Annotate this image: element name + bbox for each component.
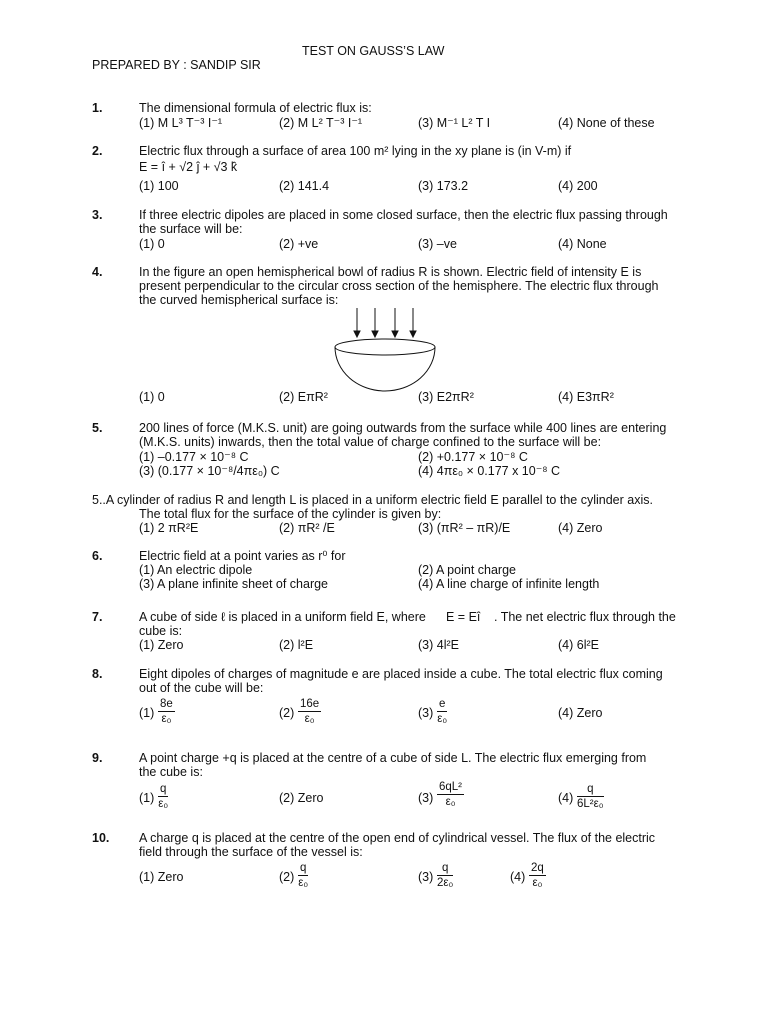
numerator: q [437,862,453,876]
question-number: 6. [92,549,103,563]
question-text: the curved hemispherical surface is: [139,293,339,307]
option-3: (3) A plane infinite sheet of charge [139,577,329,591]
option-2-label: (2) [279,870,295,884]
option-1: (1) 0 [139,390,165,404]
option-1: (1) M L³ T⁻³ I⁻¹ [139,116,223,130]
question-number: 7. [92,610,103,624]
question-text: 5..A cylinder of radius R and length L is placed in a uniform electric field E parallel to the cylinder axis. [92,493,653,507]
hemisphere-bowl-figure [330,305,440,395]
numerator: e [439,698,446,710]
question-text: Electric flux through a surface of area 100 m² lying in the xy plane is (in V-m) if [139,144,572,158]
option-3: (3) 173.2 [418,179,469,193]
question-number: 5. [92,421,103,435]
option-1-label: (1) [139,791,155,805]
option-4: (4) 200 [558,179,598,193]
numerator: 8e [160,698,173,710]
denominator: ε₀ [445,796,456,808]
question-number: 1. [92,101,103,115]
numerator: 2q [531,862,544,874]
option-1-fraction [158,698,175,725]
option-1: (1) 0 [139,237,165,251]
numerator: 6qL² [439,781,463,793]
denominator: 2ε₀ [437,877,454,889]
option-1: (1) An electric dipole [139,563,253,577]
denominator: ε₀ [158,798,169,810]
numerator: 16e [300,698,320,710]
option-4: (4) None [558,237,607,251]
option-2: (2) Zero [279,791,324,805]
option-3-fraction [437,781,464,808]
option-3-label: (3) [418,870,434,884]
formula: E = î + √2 ĵ + √3 k̂ [139,160,238,174]
option-1: (1) Zero [139,638,184,652]
question-text: A charge q is placed at the centre of the open end of cylindrical vessel. The flux of the electric [139,831,656,845]
question-text: present perpendicular to the circular cross section of the hemisphere. The electric flux through [139,279,659,293]
option-2: (2) +ve [279,237,319,251]
option-2: (2) 141.4 [279,179,330,193]
denominator: ε₀ [532,877,543,889]
option-2-fraction [298,698,321,725]
denominator: ε₀ [161,713,172,725]
option-2: (2) M L² T⁻³ I⁻¹ [279,116,363,130]
option-2: (2) EπR² [279,390,328,404]
option-4-fraction [577,783,604,810]
question-text: The dimensional formula of electric flux is: [139,101,372,115]
option-4: (4) A line charge of infinite length [418,577,600,591]
option-4: (4) 6l²E [558,638,599,652]
option-3-fraction [437,698,447,725]
prepared-by: PREPARED BY : SANDIP SIR [92,58,261,72]
question-text: A point charge +q is placed at the centre of a cube of side L. The electric flux emerging from [139,751,647,765]
field-arrow-head [372,331,378,337]
denominator: ε₀ [437,713,448,725]
option-4: (4) None of these [558,116,655,130]
option-4-label: (4) [558,791,574,805]
denominator: 6L²ε₀ [577,798,604,810]
question-text: . The net electric flux through the [494,610,676,624]
question-text: the surface will be: [139,222,243,236]
option-1-fraction [158,783,168,810]
page-title: TEST ON GAUSS’S LAW [302,44,445,58]
option-2: (2) l²E [279,638,314,652]
option-2: (2) A point charge [418,563,516,577]
question-text: In the figure an open hemispherical bowl of radius R is shown. Electric field of intensity E is [139,265,642,279]
option-4-label: (4) [510,870,526,884]
numerator: q [300,862,307,874]
option-3: (3) M⁻¹ L² T I [418,116,491,130]
option-3: (3) (0.177 × 10⁻⁸/4πε₀) C [139,464,280,478]
option-3-label: (3) [418,791,434,805]
question-text: out of the cube will be: [139,681,264,695]
bowl-surface [335,347,435,391]
option-3: (3) –ve [418,237,457,251]
option-4: (4) Zero [558,706,603,720]
question-number: 9. [92,751,103,765]
field-arrow-head [354,331,360,337]
question-number: 2. [92,144,103,158]
question-text: A cube of side ℓ is placed in a uniform field E, where [139,610,426,624]
denominator: ε₀ [304,713,315,725]
question-text: The total flux for the surface of the cylinder is given by: [139,507,442,521]
option-2: (2) +0.177 × 10⁻⁸ C [418,450,528,464]
option-4: (4) 4πε₀ × 0.177 x 10⁻⁸ C [418,464,561,478]
denominator: ε₀ [298,877,309,889]
option-4-fraction [529,862,546,889]
question-text: Electric field at a point varies as r⁰ for [139,549,346,563]
question-text: Eight dipoles of charges of magnitude e are placed inside a cube. The total electric flux coming [139,667,663,681]
option-3: (3) E2πR² [418,390,474,404]
option-3: (3) 4l²E [418,638,459,652]
option-1: (1) –0.177 × 10⁻⁸ C [139,450,249,464]
formula: E = Eî [446,610,481,624]
bowl-rim [335,339,435,355]
option-3-fraction [437,862,453,889]
option-1: (1) 100 [139,179,179,193]
question-text: 200 lines of force (M.K.S. unit) are going outwards from the surface while 400 lines are entering [139,421,667,435]
option-1: (1) Zero [139,870,184,884]
question-text: cube is: [139,624,183,638]
field-arrow-head [392,331,398,337]
numerator: q [160,783,167,795]
option-3: (3) (πR² – πR)/E [418,521,511,535]
question-text: the cube is: [139,765,203,779]
question-text: field through the surface of the vessel is: [139,845,363,859]
question-number: 4. [92,265,103,279]
option-1: (1) 2 πR²E [139,521,199,535]
question-number: 3. [92,208,103,222]
question-text: If three electric dipoles are placed in some closed surface, then the electric flux passing through [139,208,668,222]
numerator: q [577,783,604,797]
option-4: (4) Zero [558,521,603,535]
option-4: (4) E3πR² [558,390,614,404]
question-number: 10. [92,831,110,845]
option-2: (2) πR² /E [279,521,335,535]
question-text: (M.K.S. units) inwards, then the total value of charge confined to the surface will be: [139,435,602,449]
option-2-label: (2) [279,706,295,720]
option-2-fraction [298,862,308,889]
option-1-label: (1) [139,706,155,720]
field-arrow-head [410,331,416,337]
question-number: 8. [92,667,103,681]
option-3-label: (3) [418,706,434,720]
